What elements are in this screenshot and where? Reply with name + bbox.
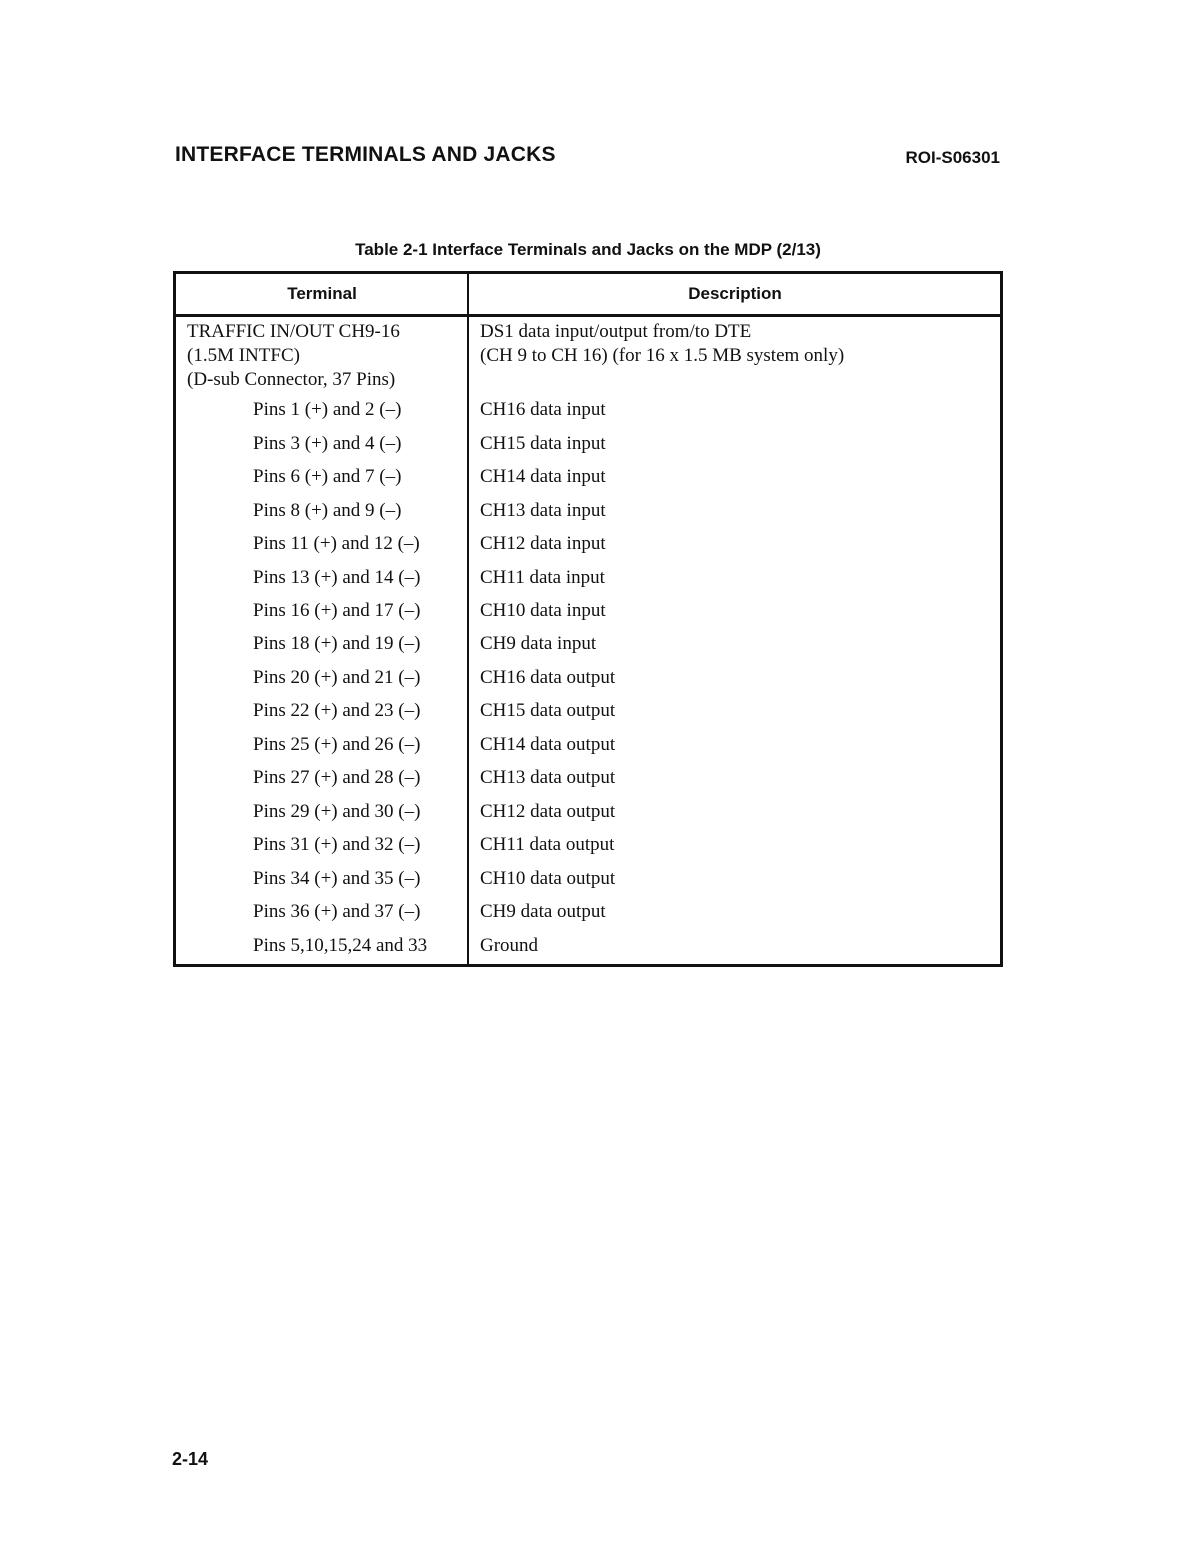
pin-description-cell: CH15 data input bbox=[480, 433, 606, 454]
main-description-line: (CH 9 to CH 16) (for 16 x 1.5 MB system only) bbox=[480, 345, 845, 366]
column-divider bbox=[467, 274, 469, 964]
pin-description-cell: CH11 data output bbox=[480, 834, 615, 855]
pin-terminal-cell: Pins 5,10,15,24 and 33 bbox=[253, 935, 428, 956]
pin-terminal-cell: Pins 11 (+) and 12 (–) bbox=[253, 533, 420, 554]
document-id: ROI-S06301 bbox=[905, 148, 1000, 167]
pin-description-cell: Ground bbox=[480, 935, 539, 956]
main-terminal-line: (D-sub Connector, 37 Pins) bbox=[187, 369, 396, 390]
pin-description-cell: CH12 data input bbox=[480, 533, 606, 554]
pin-terminal-cell: Pins 6 (+) and 7 (–) bbox=[253, 466, 402, 487]
page-number: 2-14 bbox=[172, 1449, 209, 1469]
pin-description-cell: CH9 data output bbox=[480, 901, 606, 922]
pin-terminal-cell: Pins 16 (+) and 17 (–) bbox=[253, 600, 421, 621]
main-terminal-line: TRAFFIC IN/OUT CH9-16 bbox=[187, 321, 400, 342]
pin-terminal-cell: Pins 1 (+) and 2 (–) bbox=[253, 399, 402, 420]
pin-terminal-cell: Pins 3 (+) and 4 (–) bbox=[253, 433, 402, 454]
pin-description-cell: CH13 data input bbox=[480, 500, 606, 521]
pin-description-cell: CH10 data output bbox=[480, 868, 616, 889]
pin-description-cell: CH16 data input bbox=[480, 399, 606, 420]
pin-terminal-cell: Pins 29 (+) and 30 (–) bbox=[253, 801, 421, 822]
main-description-line: DS1 data input/output from/to DTE bbox=[480, 321, 752, 342]
pin-terminal-cell: Pins 18 (+) and 19 (–) bbox=[253, 633, 421, 654]
pin-description-cell: CH11 data input bbox=[480, 567, 605, 588]
pin-description-cell: CH9 data input bbox=[480, 633, 597, 654]
column-header-terminal: Terminal bbox=[287, 284, 357, 303]
table-caption: Table 2-1 Interface Terminals and Jacks on the MDP (2/13) bbox=[355, 240, 821, 259]
pin-description-cell: CH15 data output bbox=[480, 700, 616, 721]
interface-table bbox=[173, 271, 1003, 967]
pin-description-cell: CH12 data output bbox=[480, 801, 616, 822]
pin-terminal-cell: Pins 8 (+) and 9 (–) bbox=[253, 500, 402, 521]
main-description-cell bbox=[480, 320, 844, 368]
pin-terminal-cell: Pins 13 (+) and 14 (–) bbox=[253, 567, 421, 588]
pin-description-cell: CH14 data input bbox=[480, 466, 606, 487]
column-header-description: Description bbox=[688, 284, 782, 303]
pin-terminal-cell: Pins 22 (+) and 23 (–) bbox=[253, 700, 421, 721]
pin-terminal-cell: Pins 34 (+) and 35 (–) bbox=[253, 868, 421, 889]
pin-terminal-cell: Pins 27 (+) and 28 (–) bbox=[253, 767, 421, 788]
section-title: INTERFACE TERMINALS AND JACKS bbox=[175, 143, 556, 166]
table-header bbox=[176, 274, 1000, 317]
pin-description-cell: CH10 data input bbox=[480, 600, 606, 621]
pin-terminal-cell: Pins 36 (+) and 37 (–) bbox=[253, 901, 421, 922]
pin-terminal-cell: Pins 25 (+) and 26 (–) bbox=[253, 734, 421, 755]
pin-description-cell: CH14 data output bbox=[480, 734, 616, 755]
pin-terminal-cell: Pins 20 (+) and 21 (–) bbox=[253, 667, 421, 688]
pin-terminal-cell: Pins 31 (+) and 32 (–) bbox=[253, 834, 421, 855]
pin-description-cell: CH13 data output bbox=[480, 767, 616, 788]
main-terminal-line: (1.5M INTFC) bbox=[187, 345, 300, 366]
main-terminal-cell bbox=[187, 320, 400, 392]
pin-description-cell: CH16 data output bbox=[480, 667, 616, 688]
